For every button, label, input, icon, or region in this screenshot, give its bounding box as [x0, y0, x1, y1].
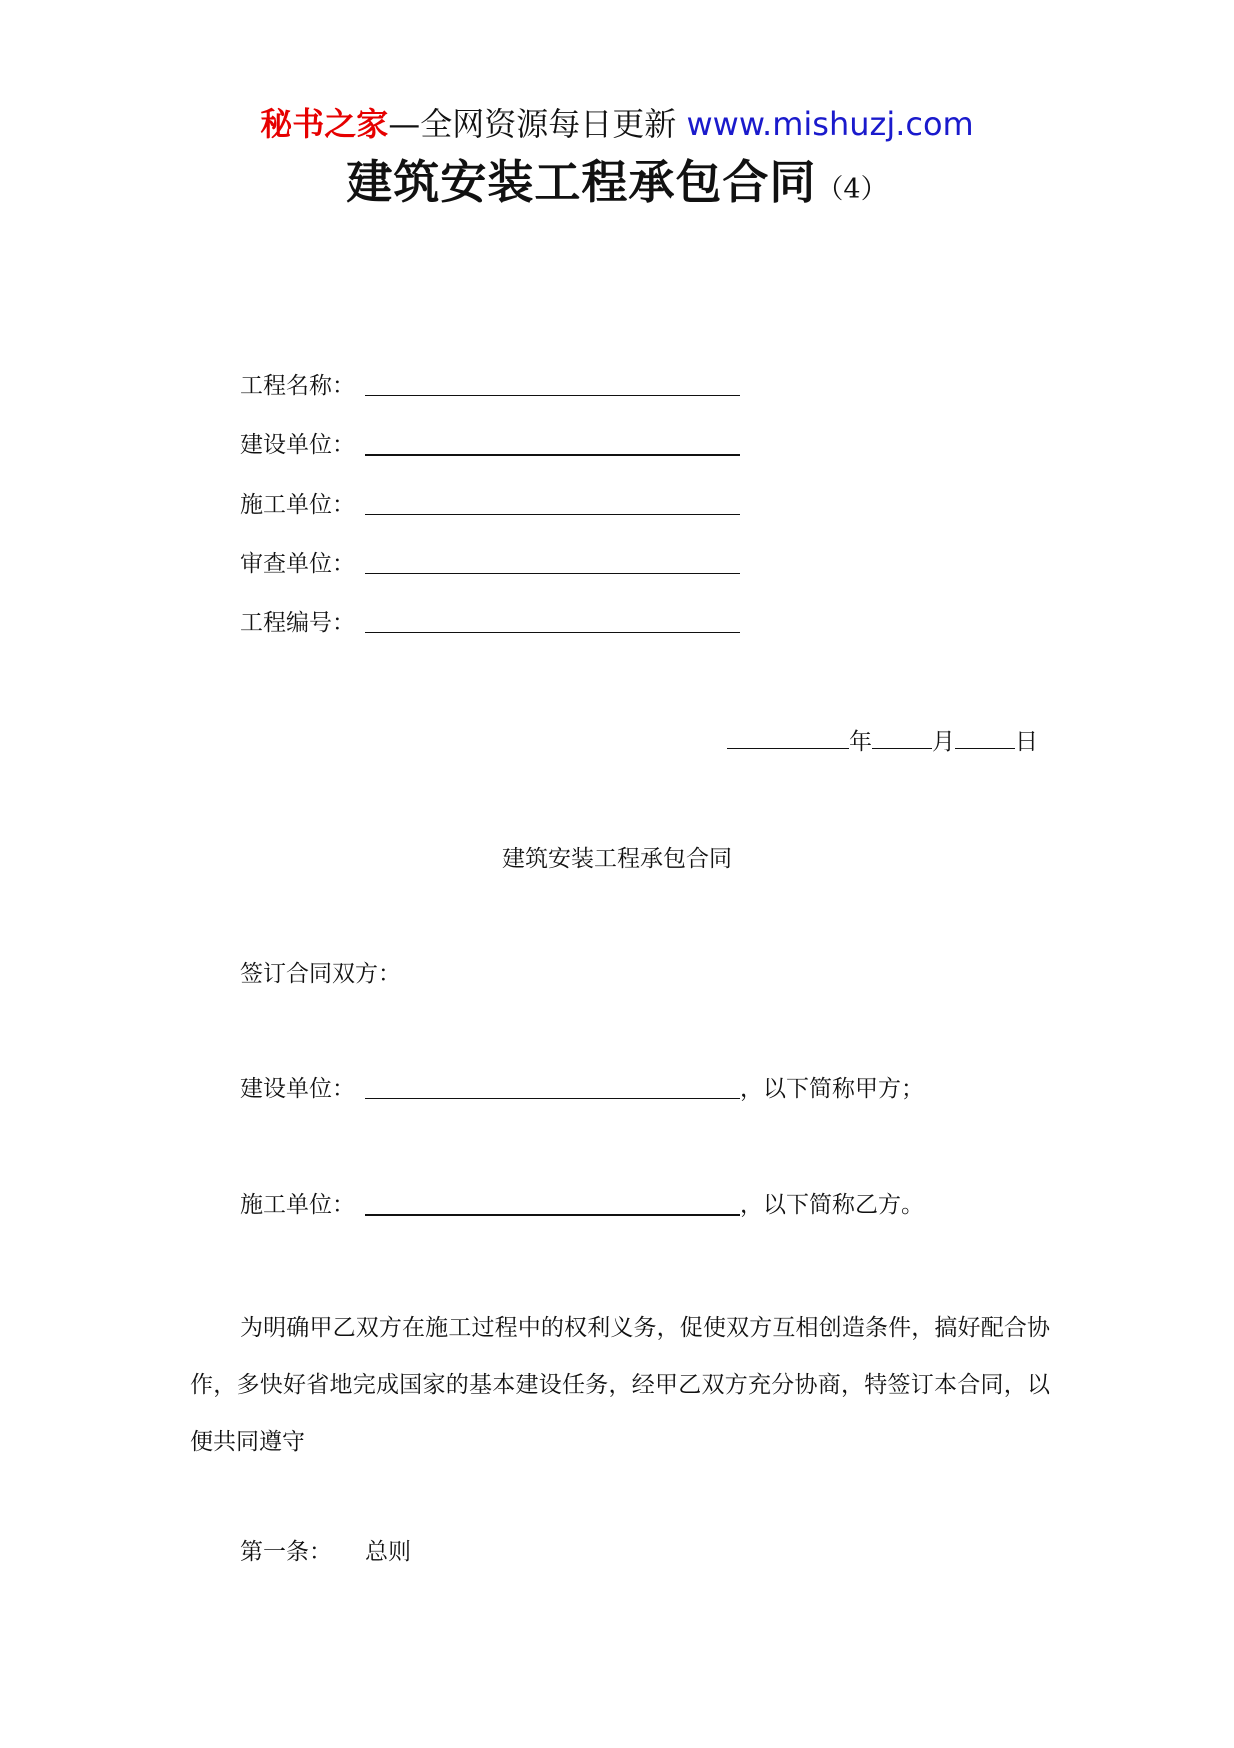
- site-slogan: —全网资源每日更新: [388, 105, 677, 143]
- contract-subtitle: 建筑安装工程承包合同: [502, 846, 732, 872]
- party-a-label: 建设单位：: [240, 1076, 355, 1102]
- party-b-blank: [365, 1214, 740, 1216]
- field-blank-project-number: [365, 632, 740, 633]
- intro-paragraph: 为明确甲乙双方在施工过程中的权利义务，促使双方互相创造条件，搞好配合协作，多快好省地完成国家的基本建设任务，经甲乙双方充分协商，特签订本合同，以便共同遵守: [190, 1315, 1050, 1455]
- field-label-project-number: 工程编号：: [240, 610, 355, 636]
- parties-heading: 签订合同双方：: [240, 961, 401, 987]
- article-1-number: 第一条：: [240, 1539, 332, 1565]
- field-blank-review-unit: [365, 573, 740, 574]
- field-blank-construction-unit: [365, 454, 740, 456]
- party-a-suffix: ，以下简称甲方；: [740, 1076, 924, 1102]
- party-b-label: 施工单位：: [240, 1192, 355, 1218]
- month-label: 月: [932, 729, 955, 755]
- field-label-review-unit: 审查单位：: [240, 551, 355, 577]
- document-title-main: 建筑安装工程承包合同: [346, 155, 817, 209]
- day-blank: [955, 726, 1015, 749]
- document-title-suffix: （4）: [816, 174, 888, 205]
- field-blank-contractor-unit: [365, 514, 740, 515]
- party-a-blank: [365, 1098, 740, 1099]
- field-blank-project-name: [365, 395, 740, 396]
- document-title: [0, 150, 1234, 222]
- year-blank: [727, 726, 849, 749]
- field-label-contractor-unit: 施工单位：: [240, 492, 355, 518]
- field-label-construction-unit: 建设单位：: [240, 432, 355, 458]
- article-1-title: 总则: [365, 1539, 411, 1565]
- field-label-project-name: 工程名称：: [240, 373, 355, 399]
- site-url[interactable]: www.mishuzj.com: [686, 105, 974, 143]
- day-label: 日: [1015, 729, 1038, 755]
- party-b-suffix: ，以下简称乙方。: [740, 1192, 924, 1218]
- date-row: [727, 725, 1038, 759]
- brand-name: 秘书之家: [260, 105, 389, 143]
- year-label: 年: [849, 729, 872, 755]
- month-blank: [872, 726, 932, 749]
- site-header: [0, 100, 1234, 148]
